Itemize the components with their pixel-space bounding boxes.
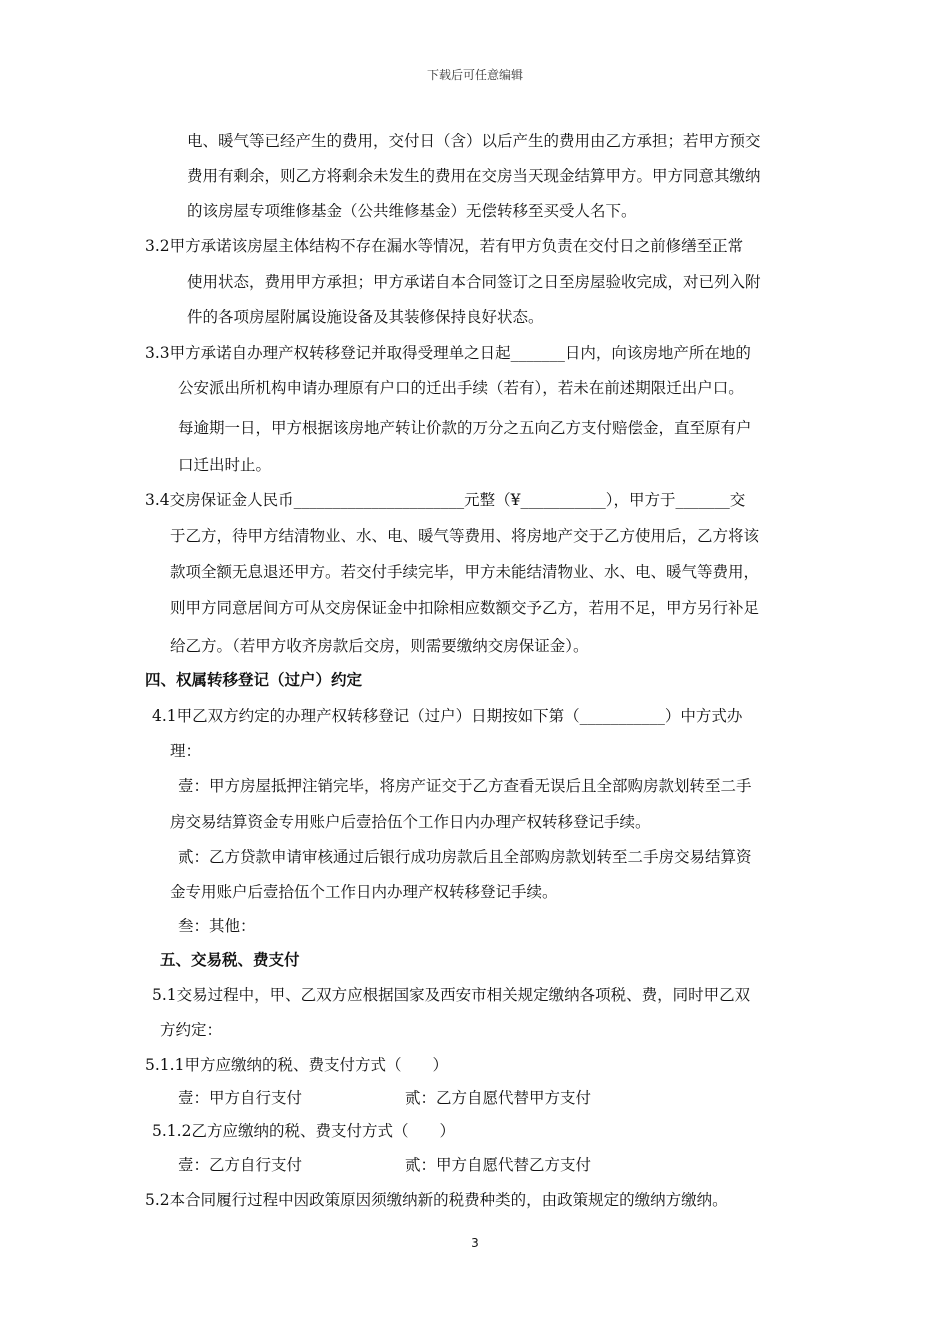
paragraph-line: 方约定： xyxy=(160,1021,223,1039)
paragraph-line: 的该房屋专项维修基金（公共维修基金）无偿转移至买受人名下。 xyxy=(187,202,637,220)
paragraph-line: 金专用账户后壹拾伍个工作日内办理产权转移登记手续。 xyxy=(170,883,558,901)
paragraph-line: 费用有剩余，则乙方将剩余未发生的费用在交房当天现金结算甲方。甲方同意其缴纳 xyxy=(187,167,761,185)
paragraph-line: 口迁出时止。 xyxy=(178,456,272,474)
paragraph-line: 则甲方同意居间方可从交房保证金中扣除相应数额交予乙方，若用不足，甲方另行补足 xyxy=(170,599,760,617)
paragraph-line: 使用状态，费用甲方承担；甲方承诺自本合同签订之日至房屋验收完成，对已列入附 xyxy=(187,273,761,291)
section-heading-5: 五、交易税、费支付 xyxy=(160,951,300,969)
paragraph-line: 于乙方，待甲方结清物业、水、电、暖气等费用、将房地产交于乙方使用后，乙方将该 xyxy=(170,527,760,545)
page-number: 3 xyxy=(471,1236,479,1250)
clause-4-1: 4.1甲乙双方约定的办理产权转移登记（过户）日期按如下第（___________）中方式办 xyxy=(152,707,743,725)
option-3: 叁：其他： xyxy=(178,917,256,935)
paragraph-line: 房交易结算资金专用账户后壹拾伍个工作日内办理产权转移登记手续。 xyxy=(170,813,651,831)
clause-5-1-1: 5.1.1甲方应缴纳的税、费支付方式（ ） xyxy=(145,1056,448,1074)
option-payer-self: 壹：甲方自行支付 xyxy=(178,1089,303,1107)
paragraph-line: 电、暖气等已经产生的费用，交付日（含）以后产生的费用由乙方承担；若甲方预交 xyxy=(187,132,761,150)
clause-3-3: 3.3甲方承诺自办理产权转移登记并取得受理单之日起_______日内，向该房地产所在地的 xyxy=(145,344,751,362)
option-payer-other: 贰：甲方自愿代替乙方支付 xyxy=(405,1156,592,1174)
paragraph-line: 每逾期一日，甲方根据该房地产转让价款的万分之五向乙方支付赔偿金，直至原有户 xyxy=(178,419,752,437)
section-heading-4: 四、权属转移登记（过户）约定 xyxy=(145,671,363,689)
option-1: 壹：甲方房屋抵押注销完毕，将房产证交于乙方查看无误后且全部购房款划转至二手 xyxy=(178,777,752,795)
page-header: 下载后可任意编辑 xyxy=(426,68,523,82)
clause-3-4: 3.4交房保证金人民币______________________元整（¥___________），甲方于_______交 xyxy=(145,491,746,509)
option-payer-self: 壹：乙方自行支付 xyxy=(178,1156,303,1174)
option-2: 贰：乙方贷款申请审核通过后银行成功房款后且全部购房款划转至二手房交易结算资 xyxy=(178,848,752,866)
paragraph-line: 款项全额无息退还甲方。若交付手续完毕，甲方未能结清物业、水、电、暖气等费用， xyxy=(170,563,760,581)
paragraph-line: 公安派出所机构申请办理原有户口的迁出手续（若有），若未在前述期限迁出户口。 xyxy=(178,379,744,397)
option-payer-other: 贰：乙方自愿代替甲方支付 xyxy=(405,1089,592,1107)
clause-5-1-2: 5.1.2乙方应缴纳的税、费支付方式（ ） xyxy=(152,1122,455,1140)
clause-5-2: 5.2本合同履行过程中因政策原因须缴纳新的税费种类的，由政策规定的缴纳方缴纳。 xyxy=(145,1191,728,1209)
paragraph-line: 理： xyxy=(170,742,202,760)
clause-5-1: 5.1交易过程中，甲、乙双方应根据国家及西安市相关规定缴纳各项税、费，同时甲乙双 xyxy=(152,986,751,1004)
paragraph-line: 件的各项房屋附属设施设备及其装修保持良好状态。 xyxy=(187,308,544,326)
clause-3-2: 3.2甲方承诺该房屋主体结构不存在漏水等情况，若有甲方负责在交付日之前修缮至正常 xyxy=(145,237,744,255)
paragraph-line: 给乙方。（若甲方收齐房款后交房，则需要缴纳交房保证金）。 xyxy=(170,637,589,655)
